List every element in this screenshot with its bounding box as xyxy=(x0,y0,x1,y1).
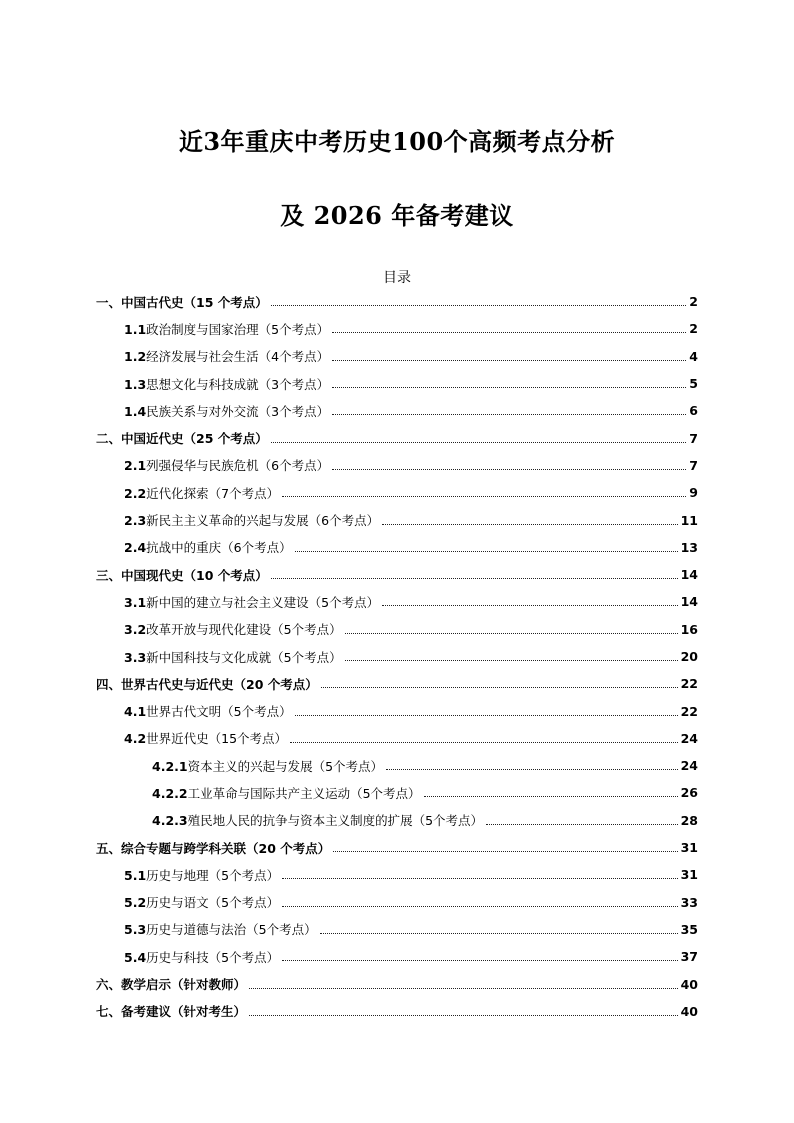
toc-entry[interactable] xyxy=(0,506,794,533)
toc-entry[interactable] xyxy=(0,807,794,834)
toc-entry-label xyxy=(124,948,279,966)
toc-entry-number: 2.1 xyxy=(124,458,147,474)
toc-entry[interactable] xyxy=(0,834,794,861)
toc-entry[interactable] xyxy=(0,452,794,479)
toc-leader-dots xyxy=(249,1015,678,1016)
toc-page-number: 2 xyxy=(689,321,698,337)
toc-entry-text: 历史与道德与法治（5个考点） xyxy=(146,922,317,938)
toc-entry-label xyxy=(124,402,329,420)
toc-entry-label xyxy=(124,456,329,474)
toc-leader-dots xyxy=(332,387,686,388)
toc-entry-text: 世界近代史（15个考点） xyxy=(146,731,288,747)
toc-entry-number: 5.2 xyxy=(124,895,147,911)
toc-leader-dots xyxy=(282,496,686,497)
toc-entry-label xyxy=(124,484,279,502)
toc-entry[interactable] xyxy=(0,397,794,424)
toc-entry-number: 5.3 xyxy=(124,922,147,938)
toc-leader-dots xyxy=(290,742,678,743)
toc-page-number: 26 xyxy=(680,785,698,801)
toc-leader-dots xyxy=(345,660,678,661)
toc-page-number: 2 xyxy=(689,294,698,310)
toc-entry-text: 思想文化与科技成就（3个考点） xyxy=(146,376,330,392)
toc-entry-number: 3.1 xyxy=(124,594,147,610)
toc-entry-label xyxy=(124,620,342,638)
toc-page-number: 14 xyxy=(680,594,698,610)
toc-entry-number: 三、 xyxy=(96,567,122,583)
toc-entry-number: 二、 xyxy=(96,431,122,447)
toc-entry[interactable] xyxy=(0,424,794,451)
toc-entry-text: 历史与科技（5个考点） xyxy=(146,949,280,965)
toc-entry[interactable] xyxy=(0,998,794,1025)
toc-leader-dots xyxy=(282,906,677,907)
toc-entry-text: 综合专题与跨学科关联（20 个考点） xyxy=(121,840,331,856)
toc-entry-text: 历史与地理（5个考点） xyxy=(146,867,280,883)
toc-entry-label xyxy=(96,975,246,993)
toc-entry-text: 政治制度与国家治理（5个考点） xyxy=(146,321,330,337)
toc-entry[interactable] xyxy=(0,643,794,670)
toc-entry-text: 备考建议（针对考生） xyxy=(121,1004,247,1020)
toc-entry-text: 教学启示（针对教师） xyxy=(121,977,247,993)
toc-leader-dots xyxy=(332,414,686,415)
toc-leader-dots xyxy=(424,796,678,797)
toc-page-number: 14 xyxy=(680,567,698,583)
toc-leader-dots xyxy=(486,824,678,825)
toc-entry[interactable] xyxy=(0,970,794,997)
toc-entry-label xyxy=(124,320,329,338)
toc-entry-text: 新中国的建立与社会主义建设（5个考点） xyxy=(146,594,380,610)
toc-entry[interactable] xyxy=(0,725,794,752)
toc-entry[interactable] xyxy=(0,534,794,561)
toc-page-number: 24 xyxy=(680,758,698,774)
toc-entry[interactable] xyxy=(0,315,794,342)
toc-entry-number: 四、 xyxy=(96,676,122,692)
toc-entry-label xyxy=(124,511,379,529)
toc-entry-text: 中国古代史（15 个考点） xyxy=(121,294,268,310)
toc-entry-label xyxy=(124,347,329,365)
toc-leader-dots xyxy=(386,769,678,770)
toc-entry[interactable] xyxy=(0,343,794,370)
toc-entry-text: 殖民地人民的抗争与资本主义制度的扩展（5个考点） xyxy=(187,813,484,829)
toc-entry-number: 1.3 xyxy=(124,376,147,392)
toc-page-number: 11 xyxy=(680,512,698,528)
toc-entry-number: 4.1 xyxy=(124,704,147,720)
toc-entry[interactable] xyxy=(0,889,794,916)
toc-page-number: 13 xyxy=(680,539,698,555)
toc-leader-dots xyxy=(382,605,677,606)
toc-page-number: 4 xyxy=(689,348,698,364)
toc-entry[interactable] xyxy=(0,670,794,697)
toc-entry[interactable] xyxy=(0,697,794,724)
toc-entry-label xyxy=(96,1002,246,1020)
toc-page-number: 28 xyxy=(680,812,698,828)
toc-entry-number: 2.2 xyxy=(124,485,147,501)
table-of-contents xyxy=(0,288,794,1025)
toc-entry-label xyxy=(124,866,279,884)
toc-entry-label xyxy=(124,702,292,720)
toc-entry-number: 4.2.2 xyxy=(152,785,188,801)
toc-entry-number: 5.1 xyxy=(124,867,147,883)
toc-leader-dots xyxy=(332,332,686,333)
toc-entry-label xyxy=(152,811,483,829)
toc-entry-label xyxy=(96,566,268,584)
toc-entry-text: 中国近代史（25 个考点） xyxy=(121,431,268,447)
toc-entry-number: 五、 xyxy=(96,840,122,856)
toc-page-number: 31 xyxy=(680,840,698,856)
toc-leader-dots xyxy=(333,851,677,852)
toc-leader-dots xyxy=(282,960,677,961)
toc-page-number: 9 xyxy=(689,485,698,501)
toc-entry-text: 民族关系与对外交流（3个考点） xyxy=(146,403,330,419)
toc-entry-text: 世界古代史与近代史（20 个考点） xyxy=(121,676,318,692)
toc-leader-dots xyxy=(345,633,678,634)
toc-entry-number: 3.2 xyxy=(124,622,147,638)
toc-entry-label xyxy=(96,675,318,693)
toc-page-number: 40 xyxy=(680,1003,698,1019)
toc-entry-number: 3.3 xyxy=(124,649,147,665)
toc-page-number: 7 xyxy=(689,457,698,473)
toc-entry[interactable] xyxy=(0,370,794,397)
toc-leader-dots xyxy=(332,469,686,470)
toc-entry-number: 2.4 xyxy=(124,540,147,556)
toc-entry-label xyxy=(124,375,329,393)
toc-entry[interactable] xyxy=(0,943,794,970)
toc-entry-text: 近代化探索（7个考点） xyxy=(146,485,280,501)
toc-leader-dots xyxy=(332,360,686,361)
toc-entry-text: 经济发展与社会生活（4个考点） xyxy=(146,349,330,365)
toc-entry-number: 1.4 xyxy=(124,403,147,419)
toc-leader-dots xyxy=(295,715,678,716)
toc-page-number: 7 xyxy=(689,430,698,446)
toc-entry-text: 中国现代史（10 个考点） xyxy=(121,567,268,583)
toc-entry-label xyxy=(124,593,379,611)
toc-entry-number: 1.2 xyxy=(124,349,147,365)
toc-entry-label xyxy=(152,784,421,802)
toc-leader-dots xyxy=(271,305,687,306)
toc-entry-number: 2.3 xyxy=(124,513,147,529)
toc-page-number: 16 xyxy=(680,621,698,637)
toc-page-number: 40 xyxy=(680,976,698,992)
toc-entry[interactable] xyxy=(0,588,794,615)
toc-entry-number: 1.1 xyxy=(124,321,147,337)
toc-page-number: 5 xyxy=(689,376,698,392)
toc-page-number: 33 xyxy=(680,894,698,910)
toc-entry-number: 4.2.3 xyxy=(152,813,188,829)
toc-entry-label xyxy=(124,920,317,938)
toc-entry-number: 5.4 xyxy=(124,949,147,965)
toc-page-number: 22 xyxy=(680,676,698,692)
toc-entry-text: 新民主主义革命的兴起与发展（6个考点） xyxy=(146,513,380,529)
toc-page-number: 35 xyxy=(680,921,698,937)
toc-entry-text: 改革开放与现代化建设（5个考点） xyxy=(146,622,342,638)
toc-leader-dots xyxy=(271,442,687,443)
toc-entry[interactable] xyxy=(0,561,794,588)
toc-entry-label xyxy=(124,648,342,666)
toc-leader-dots xyxy=(271,578,678,579)
toc-entry[interactable] xyxy=(0,752,794,779)
toc-leader-dots xyxy=(320,933,678,934)
toc-entry[interactable] xyxy=(0,479,794,506)
toc-leader-dots xyxy=(295,551,678,552)
toc-entry-number: 4.2.1 xyxy=(152,758,188,774)
toc-entry-label xyxy=(124,538,292,556)
toc-entry-text: 历史与语文（5个考点） xyxy=(146,895,280,911)
toc-entry-text: 新中国科技与文化成就（5个考点） xyxy=(146,649,342,665)
toc-entry-label xyxy=(96,429,268,447)
toc-entry-number: 4.2 xyxy=(124,731,147,747)
toc-entry-text: 抗战中的重庆（6个考点） xyxy=(146,540,292,556)
toc-entry-label xyxy=(96,839,330,857)
toc-page-number: 37 xyxy=(680,949,698,965)
toc-page-number: 31 xyxy=(680,867,698,883)
toc-page-number: 6 xyxy=(689,403,698,419)
toc-entry-number: 六、 xyxy=(96,977,122,993)
toc-page-number: 24 xyxy=(680,730,698,746)
toc-entry-text: 列强侵华与民族危机（6个考点） xyxy=(146,458,330,474)
toc-entry[interactable] xyxy=(0,779,794,806)
toc-entry-label xyxy=(96,293,268,311)
toc-leader-dots xyxy=(282,878,677,879)
toc-entry[interactable] xyxy=(0,861,794,888)
toc-leader-dots xyxy=(382,524,677,525)
toc-leader-dots xyxy=(249,988,678,989)
toc-entry-text: 资本主义的兴起与发展（5个考点） xyxy=(187,758,384,774)
toc-entry[interactable] xyxy=(0,616,794,643)
toc-page-number: 22 xyxy=(680,703,698,719)
toc-entry-number: 一、 xyxy=(96,294,122,310)
toc-leader-dots xyxy=(321,687,678,688)
toc-entry-label xyxy=(124,729,287,747)
toc-entry-label xyxy=(124,893,279,911)
toc-entry-text: 工业革命与国际共产主义运动（5个考点） xyxy=(187,785,421,801)
toc-entry[interactable] xyxy=(0,916,794,943)
toc-entry-label xyxy=(152,757,383,775)
toc-entry-number: 七、 xyxy=(96,1004,122,1020)
document-title-line-2: 及 2026 年备考建议 xyxy=(280,201,514,230)
toc-entry[interactable] xyxy=(0,288,794,315)
toc-heading: 目录 xyxy=(383,270,411,286)
document-title-line-1: 近3年重庆中考历史100个高频考点分析 xyxy=(178,127,616,156)
toc-entry-text: 世界古代文明（5个考点） xyxy=(146,704,292,720)
toc-page-number: 20 xyxy=(680,649,698,664)
